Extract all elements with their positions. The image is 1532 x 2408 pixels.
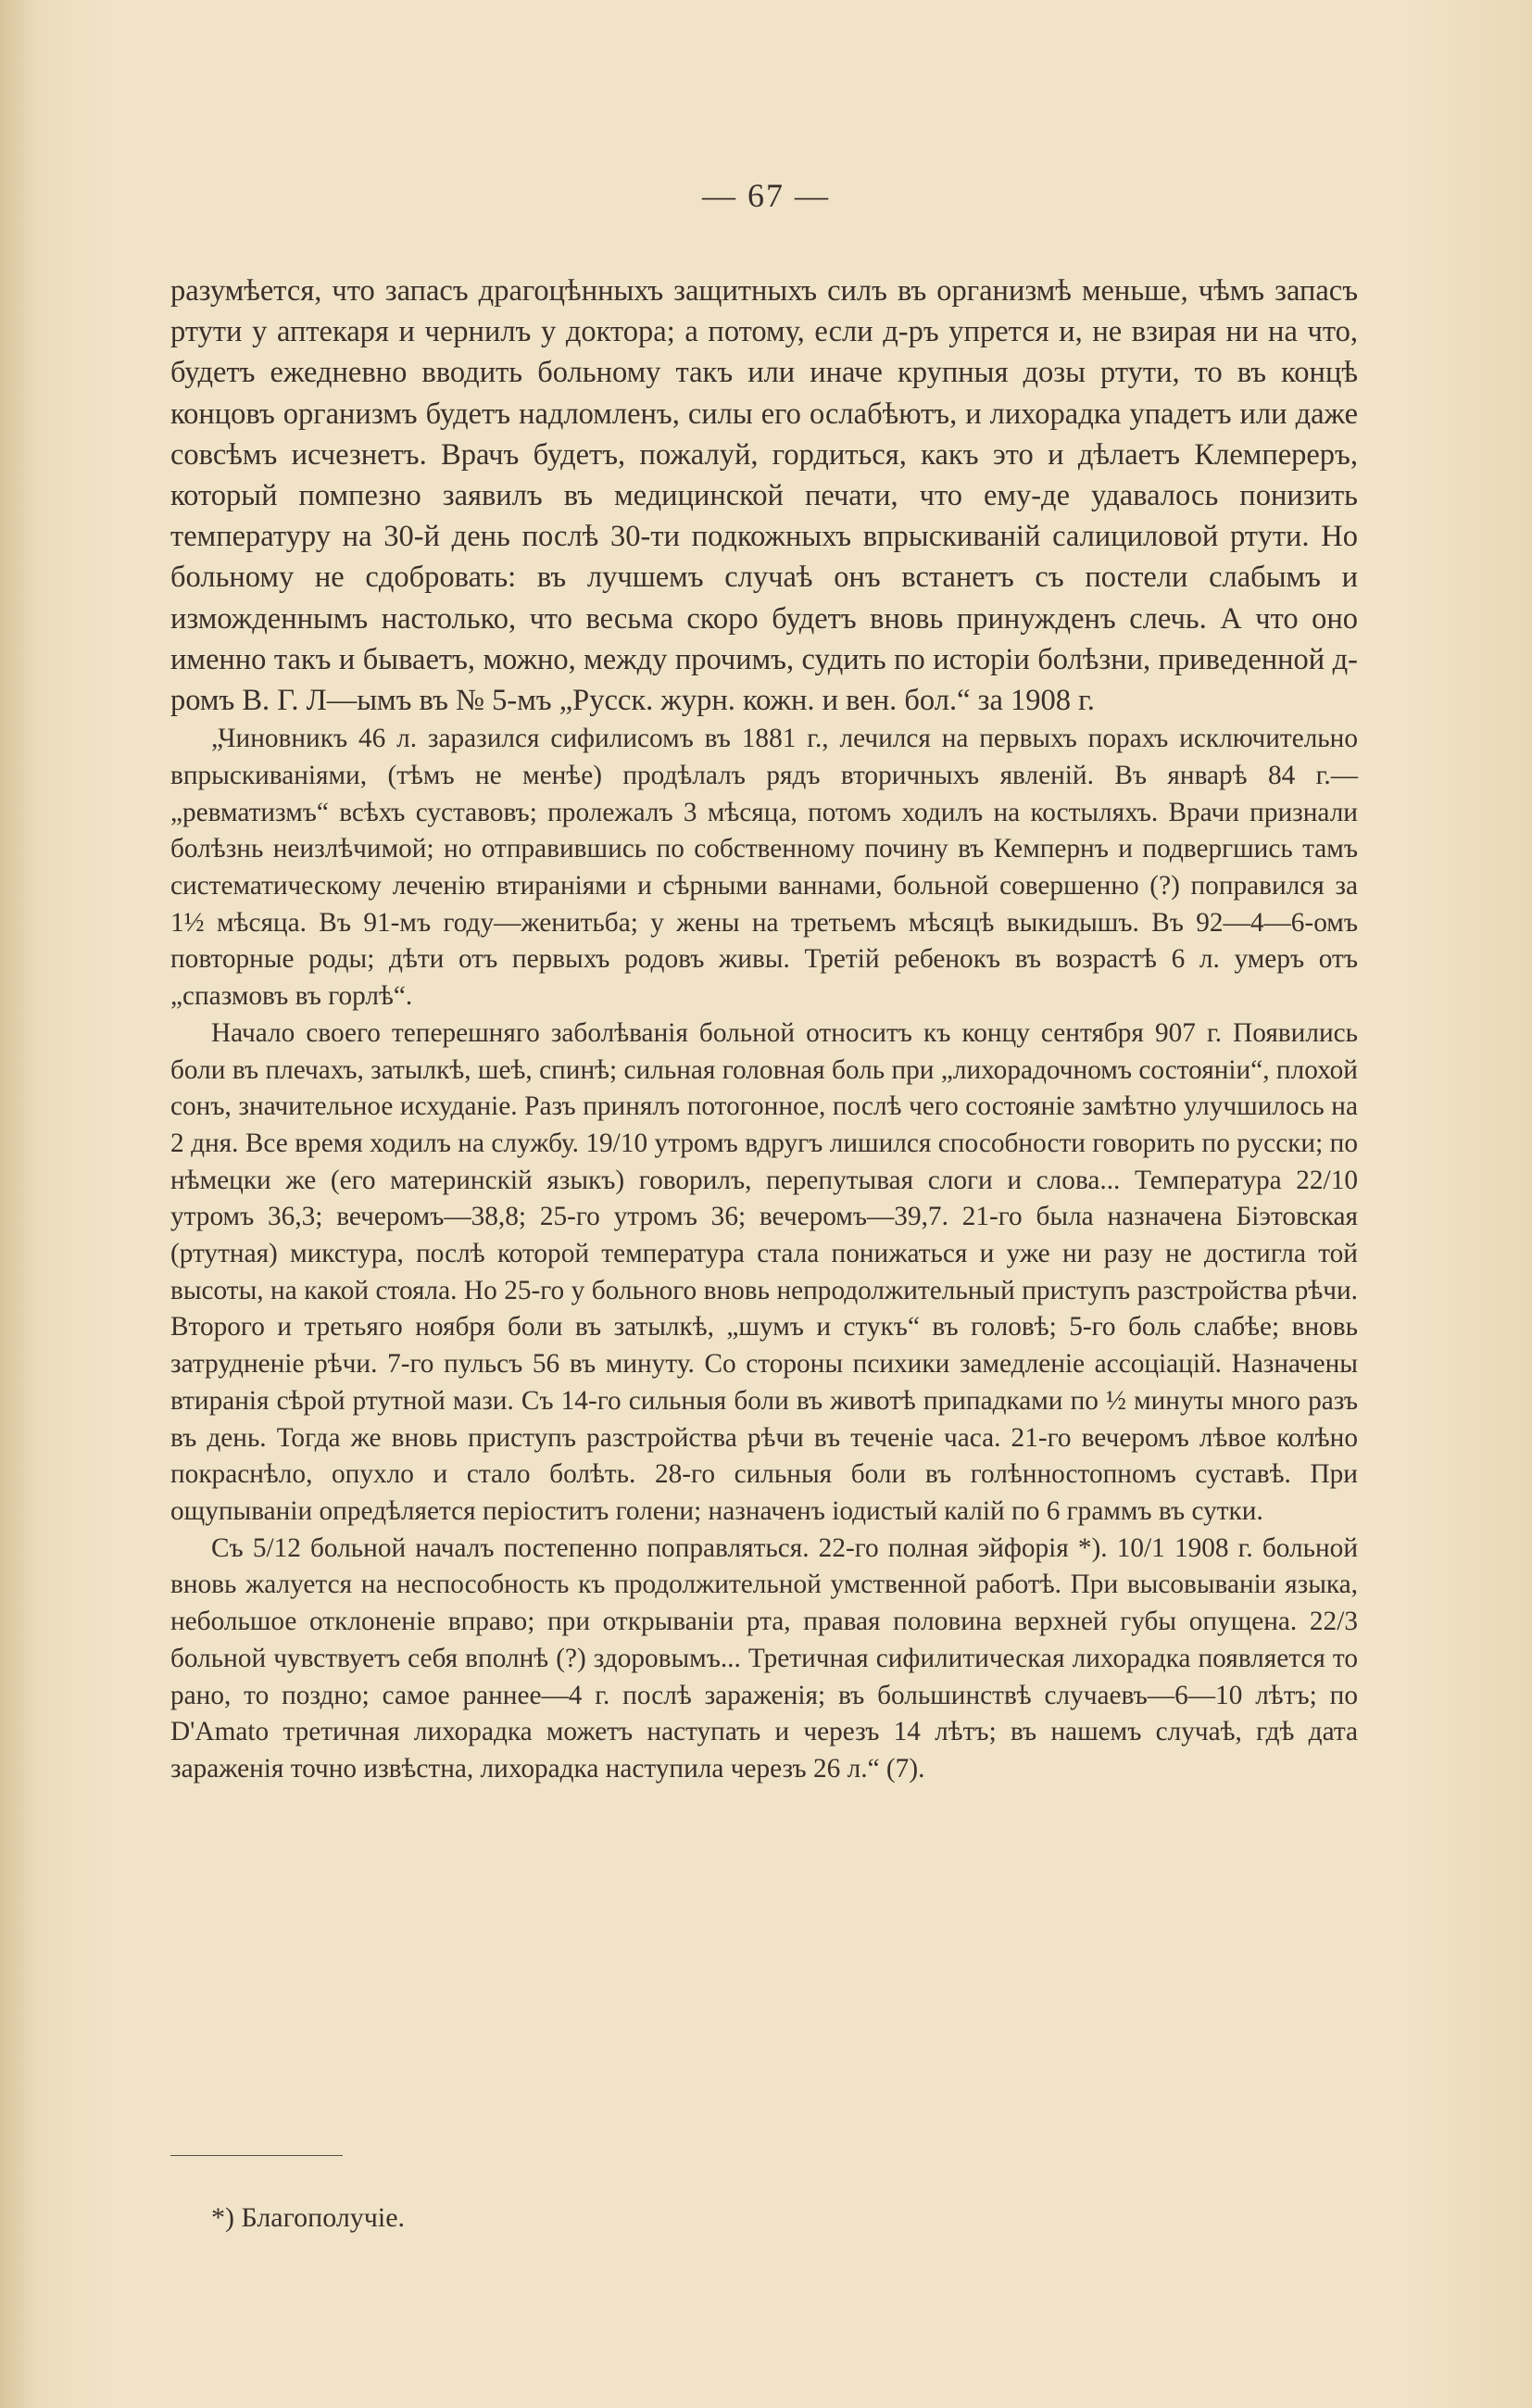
page-number: — 67 — (702, 177, 830, 214)
paragraph-recovery: Съ 5/12 больной началъ постепенно поправляться. 22-го полная эйфорія *). 10/1 1908 г. больной вновь жалуется на неспособность къ продолжительной умственной работѣ. При высовываніи языка, небольшое отклоненіе вправо; при открываніи рта, правая половина верхней губы опущена. 22/3 больной чувствуетъ себя вполнѣ (?) здоровымъ... Третичная сифилитическая лихорадка появляется то рано, то поздно; самое раннее—4 г. послѣ зараженія; въ большинствѣ случаевъ—6—10 лѣтъ; по D'Amato третичная лихорадка можетъ наступать и черезъ 14 лѣтъ; въ нашемъ случаѣ, гдѣ дата зараженія точно извѣстна, лихорадка наступила черезъ 26 л.“ (7). (170, 1532, 1358, 1784)
paragraph-case-history: „Чиновникъ 46 л. заразился сифилисомъ въ 1881 г., лечился на первыхъ порахъ исключительно впрыскиваніями, (тѣмъ не менѣе) продѣлалъ рядъ вторичныхъ явленій. Въ январѣ 84 г.—„ревматизмъ“ всѣхъ суставовъ; пролежалъ 3 мѣсяца, потомъ ходилъ на костыляхъ. Врачи признали болѣзнь неизлѣчимой; но отправившись по собственному почину въ Кемпернъ и подвергшись тамъ систематическому леченію втираніями и сѣрными ваннами, больной совершенно (?) поправился за 1½ мѣсяца. Въ 91-мъ году—женитьба; у жены на третьемъ мѣсяцѣ выкидышъ. Въ 92—4—6-омъ повторные роды; дѣти отъ первыхъ родовъ живы. Третій ребенокъ въ возрастѣ 6 л. умеръ отъ „спазмовъ въ горлѣ“. (170, 724, 1358, 1012)
footnote: *) Благополучіе. (211, 2202, 406, 2233)
paragraph-current-illness: Начало своего теперешняго заболѣванія больной относитъ къ концу сентября 907 г. Появились боли въ плечахъ, затылкѣ, шеѣ, спинѣ; сильная головная боль при „лихорадочномъ состояніи“, плохой сонъ, значительное исхуданіе. Разъ принялъ потогонное, послѣ чего состояніе замѣтно улучшилось на 2 дня. Все время ходилъ на службу. 19/10 утромъ вдругъ лишился способности говорить по русски; по нѣмецки же (его материнскій языкъ) говорилъ, перепутывая слоги и слова... Температура 22/10 утромъ 36,3; вечеромъ—38,8; 25-го утромъ 36; вечеромъ—39,7. 21-го была назначена Біэтовская (ртутная) микстура, послѣ которой температура стала понижаться и уже ни разу не достигла той высоты, на какой стояла. Но 25-го у больного вновь непродолжительный приступъ разстройства рѣчи. Второго и третьяго ноября боли въ затылкѣ, „шумъ и стукъ“ въ головѣ; 5-го боль слабѣе; вновь затрудненіе рѣчи. 7-го пульсъ 56 въ минуту. Со стороны психики замедленіе ассоціацій. Назначены втиранія сѣрой ртутной мази. Съ 14-го сильныя боли въ животѣ припадками по ½ минуты много разъ въ день. Тогда же вновь приступъ разстройства рѣчи въ теченіе часа. 21-го вечеромъ лѣвое колѣно покраснѣло, опухло и стало болѣть. 28-го сильныя боли въ голѣнностопномъ суставѣ. При ощупываніи опредѣляется періоститъ голени; назначенъ іодистый калій по 6 граммъ въ сутки. (170, 1017, 1358, 1526)
paragraph-main: разумѣется, что запасъ драгоцѣнныхъ защитныхъ силъ въ организмѣ меньше, чѣмъ запасъ ртути у аптекаря и чернилъ у доктора; а потому, если д-ръ упрется и, не взирая ни на что, будетъ ежедневно вводить больному такъ или иначе крупныя дозы ртути, то въ концѣ концовъ организмъ будетъ надломленъ, силы его ослабѣютъ, и лихорадка упадетъ или даже совсѣмъ исчезнетъ. Врачъ будетъ, пожалуй, гордиться, какъ это и дѣлаетъ Клемпереръ, который помпезно заявилъ въ медицинской печати, что ему-де удавалось понизить температуру на 30-й день послѣ 30-ти подкожныхъ впрыскиваній салициловой ртути. Но больному не сдобровать: въ лучшемъ случаѣ онъ встанетъ съ постели слабымъ и изможденнымъ настолько, что весьма скоро будетъ вновь принужденъ слечь. А что оно именно такъ и бываетъ, можно, между прочимъ, судить по исторіи болѣзни, приведенной д-ромъ В. Г. Л—ымъ въ № 5-мъ „Русск. журн. кожн. и вен. бол.“ за 1908 г. (170, 274, 1358, 718)
footnote-divider (170, 2155, 343, 2156)
body-text (170, 271, 1358, 1788)
